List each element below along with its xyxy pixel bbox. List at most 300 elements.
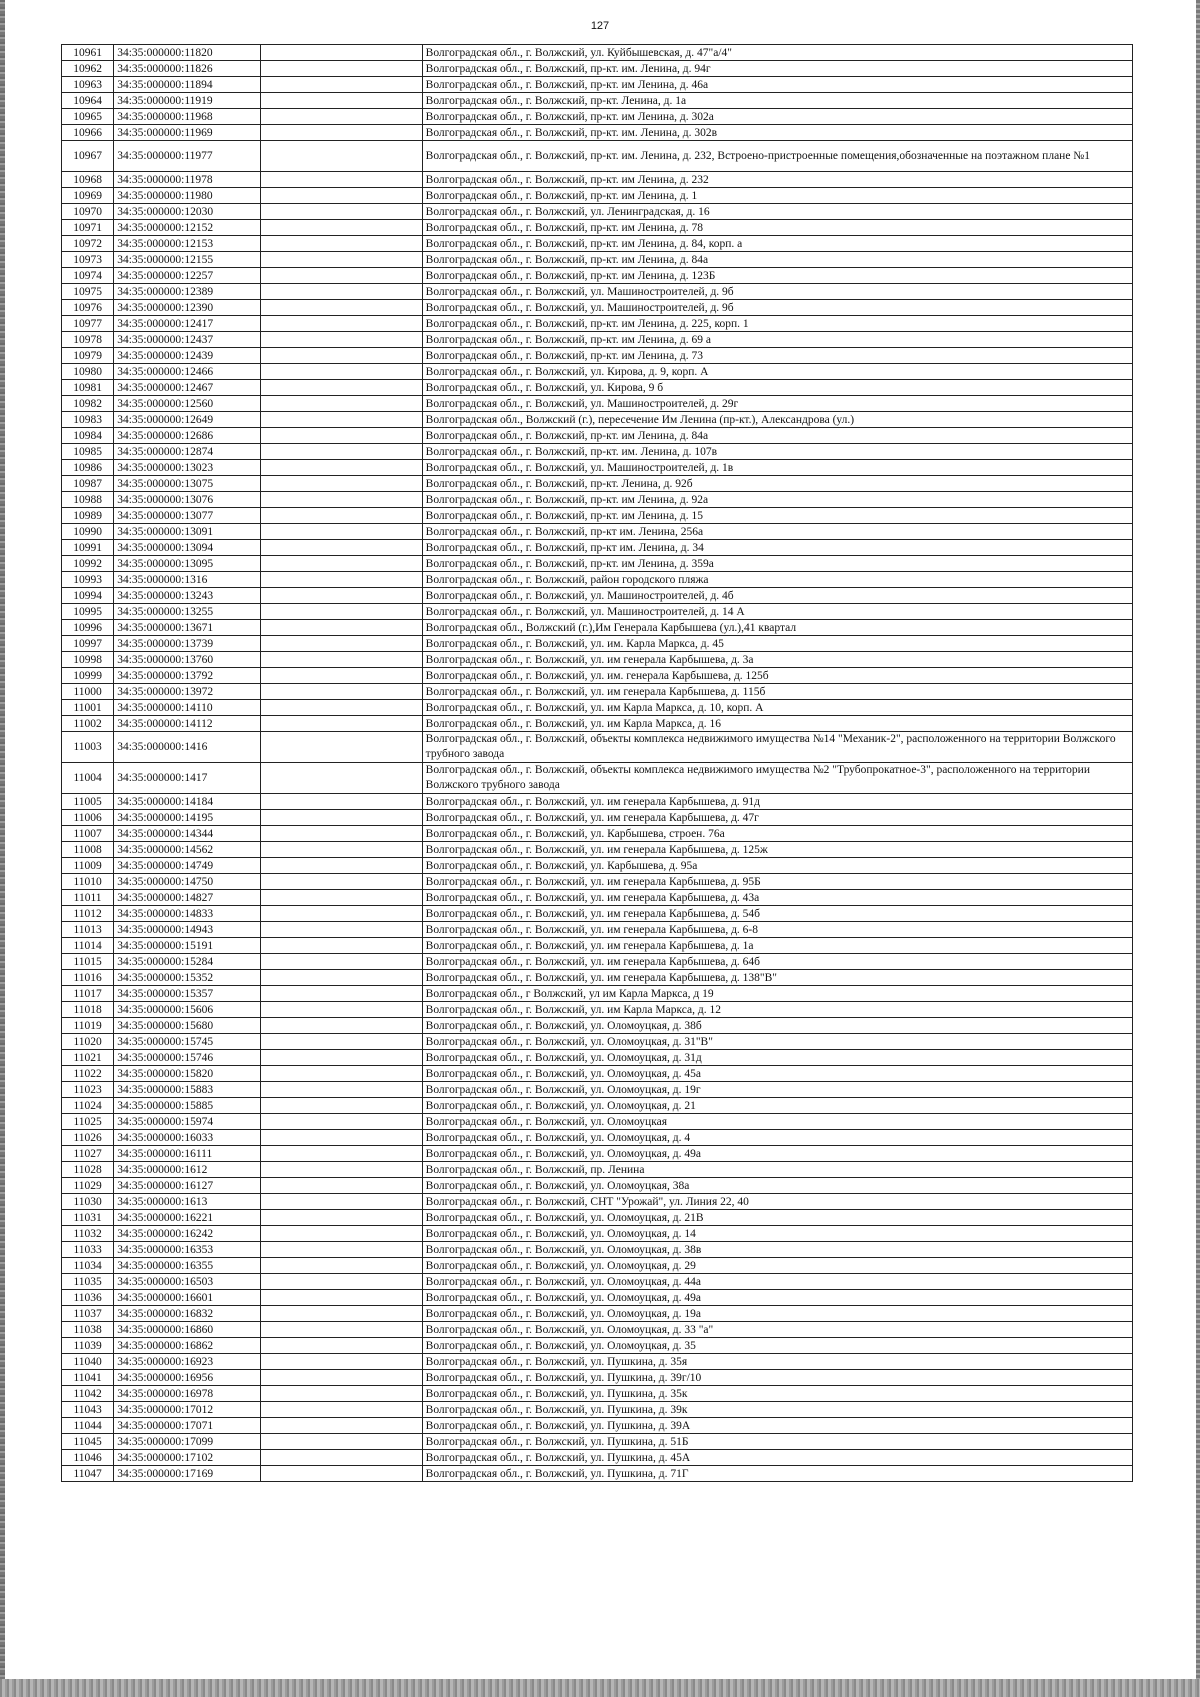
row-number-cell: 11047 <box>62 1466 114 1482</box>
row-number-cell: 10967 <box>62 141 114 172</box>
address-cell: Волгоградская обл., г. Волжский, пр-кт. им Ленина, д. 92а <box>422 492 1132 508</box>
address-cell: Волгоградская обл., г. Волжский, пр-кт. им Ленина, д. 69 а <box>422 332 1132 348</box>
table-row <box>62 858 1133 874</box>
blank-column-cell <box>260 508 422 524</box>
cadastral-number-cell: 34:35:000000:15606 <box>114 1002 261 1018</box>
blank-column-cell <box>260 1466 422 1482</box>
table-row <box>62 636 1133 652</box>
address-cell: Волгоградская обл., г. Волжский, ул. Машиностроителей, д. 9б <box>422 300 1132 316</box>
blank-column-cell <box>260 141 422 172</box>
address-cell: Волгоградская обл., г. Волжский, ул. Оломоуцкая, д. 38б <box>422 1018 1132 1034</box>
cadastral-number-cell: 34:35:000000:11978 <box>114 172 261 188</box>
table-row <box>62 794 1133 810</box>
row-number-cell: 11041 <box>62 1370 114 1386</box>
row-number-cell: 11008 <box>62 842 114 858</box>
blank-column-cell <box>260 1034 422 1050</box>
address-cell: Волгоградская обл., г. Волжский, ул. Оломоуцкая, д. 45а <box>422 1066 1132 1082</box>
table-row <box>62 1146 1133 1162</box>
cadastral-number-cell: 34:35:000000:16242 <box>114 1226 261 1242</box>
table-row <box>62 300 1133 316</box>
cadastral-number-cell: 34:35:000000:14184 <box>114 794 261 810</box>
address-cell: Волгоградская обл., Волжский (г.),Им Генерала Карбышева (ул.),41 квартал <box>422 620 1132 636</box>
cadastral-number-cell: 34:35:000000:15284 <box>114 954 261 970</box>
blank-column-cell <box>260 1322 422 1338</box>
cadastral-number-cell: 34:35:000000:16033 <box>114 1130 261 1146</box>
cadastral-number-cell: 34:35:000000:16860 <box>114 1322 261 1338</box>
blank-column-cell <box>260 1018 422 1034</box>
blank-column-cell <box>260 810 422 826</box>
table-row <box>62 1354 1133 1370</box>
table-row <box>62 1338 1133 1354</box>
blank-column-cell <box>260 986 422 1002</box>
row-number-cell: 10973 <box>62 252 114 268</box>
address-cell: Волгоградская обл., г. Волжский, ул. Машиностроителей, д. 9б <box>422 284 1132 300</box>
address-cell: Волгоградская обл., г. Волжский, ул. Пушкина, д. 39А <box>422 1418 1132 1434</box>
cadastral-number-cell: 34:35:000000:14562 <box>114 842 261 858</box>
cadastral-number-cell: 34:35:000000:14195 <box>114 810 261 826</box>
blank-column-cell <box>260 1418 422 1434</box>
blank-column-cell <box>260 842 422 858</box>
address-cell: Волгоградская обл., г. Волжский, пр-кт. им Ленина, д. 78 <box>422 220 1132 236</box>
cadastral-number-cell: 34:35:000000:1417 <box>114 763 261 794</box>
blank-column-cell <box>260 572 422 588</box>
row-number-cell: 10978 <box>62 332 114 348</box>
table-row <box>62 732 1133 763</box>
table-row <box>62 316 1133 332</box>
address-cell: Волгоградская обл., г. Волжский, пр-кт. им Ленина, д. 84а <box>422 252 1132 268</box>
cadastral-number-cell: 34:35:000000:16601 <box>114 1290 261 1306</box>
blank-column-cell <box>260 93 422 109</box>
table-row <box>62 1034 1133 1050</box>
blank-column-cell <box>260 268 422 284</box>
blank-column-cell <box>260 300 422 316</box>
cadastral-number-cell: 34:35:000000:12417 <box>114 316 261 332</box>
blank-column-cell <box>260 636 422 652</box>
row-number-cell: 11027 <box>62 1146 114 1162</box>
address-cell: Волгоградская обл., г. Волжский, пр-кт. им Ленина, д. 232 <box>422 172 1132 188</box>
table-row <box>62 652 1133 668</box>
scan-edge-bottom <box>0 1679 1200 1697</box>
blank-column-cell <box>260 61 422 77</box>
blank-column-cell <box>260 970 422 986</box>
table-row <box>62 1434 1133 1450</box>
blank-column-cell <box>260 1098 422 1114</box>
row-number-cell: 11039 <box>62 1338 114 1354</box>
row-number-cell: 11023 <box>62 1082 114 1098</box>
table-row <box>62 540 1133 556</box>
cadastral-number-cell: 34:35:000000:1316 <box>114 572 261 588</box>
cadastral-number-cell: 34:35:000000:11968 <box>114 109 261 125</box>
table-row <box>62 396 1133 412</box>
table-row <box>62 236 1133 252</box>
address-cell: Волгоградская обл., г. Волжский, ул. Пушкина, д. 35я <box>422 1354 1132 1370</box>
cadastral-number-cell: 34:35:000000:12389 <box>114 284 261 300</box>
blank-column-cell <box>260 540 422 556</box>
blank-column-cell <box>260 1242 422 1258</box>
address-cell: Волгоградская обл., г. Волжский, ул. Оломоуцкая, д. 4 <box>422 1130 1132 1146</box>
row-number-cell: 11036 <box>62 1290 114 1306</box>
cadastral-number-cell: 34:35:000000:16862 <box>114 1338 261 1354</box>
blank-column-cell <box>260 77 422 93</box>
row-number-cell: 11016 <box>62 970 114 986</box>
address-cell: Волгоградская обл., г. Волжский, ул. Оломоуцкая <box>422 1114 1132 1130</box>
table-row <box>62 220 1133 236</box>
row-number-cell: 10990 <box>62 524 114 540</box>
cadastral-number-cell: 34:35:000000:12466 <box>114 364 261 380</box>
address-cell: Волгоградская обл., г. Волжский, ул. Куйбышевская, д. 47"а/4" <box>422 45 1132 61</box>
cadastral-number-cell: 34:35:000000:15974 <box>114 1114 261 1130</box>
row-number-cell: 10974 <box>62 268 114 284</box>
cadastral-number-cell: 34:35:000000:12257 <box>114 268 261 284</box>
address-cell: Волгоградская обл., г. Волжский, пр-кт. им Ленина, д. 359а <box>422 556 1132 572</box>
address-cell: Волгоградская обл., г. Волжский, ул. им. Карла Маркса, д. 45 <box>422 636 1132 652</box>
table-row <box>62 922 1133 938</box>
table-row <box>62 890 1133 906</box>
row-number-cell: 10996 <box>62 620 114 636</box>
row-number-cell: 10963 <box>62 77 114 93</box>
address-cell: Волгоградская обл., г. Волжский, ул. им генерала Карбышева, д. 6-8 <box>422 922 1132 938</box>
address-cell: Волгоградская обл., г. Волжский, ул. им Карла Маркса, д. 16 <box>422 716 1132 732</box>
table-row <box>62 284 1133 300</box>
address-cell: Волгоградская обл., г. Волжский, ул. Оломоуцкая, д. 38в <box>422 1242 1132 1258</box>
blank-column-cell <box>260 1450 422 1466</box>
row-number-cell: 10964 <box>62 93 114 109</box>
cadastral-number-cell: 34:35:000000:17012 <box>114 1402 261 1418</box>
row-number-cell: 11011 <box>62 890 114 906</box>
row-number-cell: 11030 <box>62 1194 114 1210</box>
blank-column-cell <box>260 1178 422 1194</box>
blank-column-cell <box>260 1434 422 1450</box>
row-number-cell: 10972 <box>62 236 114 252</box>
blank-column-cell <box>260 284 422 300</box>
table-row <box>62 188 1133 204</box>
table-row <box>62 380 1133 396</box>
table-row <box>62 172 1133 188</box>
row-number-cell: 11013 <box>62 922 114 938</box>
address-cell: Волгоградская обл., г. Волжский, объекты комплекса недвижимого имущества №14 "Механик-2", расположенного на территории Волжского трубного завода <box>422 732 1132 763</box>
address-cell: Волгоградская обл., г. Волжский, район городского пляжа <box>422 572 1132 588</box>
cadastral-number-cell: 34:35:000000:11980 <box>114 188 261 204</box>
blank-column-cell <box>260 1194 422 1210</box>
row-number-cell: 10965 <box>62 109 114 125</box>
address-cell: Волгоградская обл., г. Волжский, пр-кт. им Ленина, д. 84а <box>422 428 1132 444</box>
table-row <box>62 970 1133 986</box>
row-number-cell: 11009 <box>62 858 114 874</box>
table-row <box>62 1322 1133 1338</box>
row-number-cell: 11015 <box>62 954 114 970</box>
cadastral-number-cell: 34:35:000000:13023 <box>114 460 261 476</box>
table-row <box>62 842 1133 858</box>
row-number-cell: 10993 <box>62 572 114 588</box>
cadastral-number-cell: 34:35:000000:16111 <box>114 1146 261 1162</box>
cadastral-number-cell: 34:35:000000:16355 <box>114 1258 261 1274</box>
blank-column-cell <box>260 826 422 842</box>
cadastral-number-cell: 34:35:000000:16127 <box>114 1178 261 1194</box>
row-number-cell: 11020 <box>62 1034 114 1050</box>
table-row <box>62 874 1133 890</box>
address-cell: Волгоградская обл., г. Волжский, ул. Машиностроителей, д. 14 А <box>422 604 1132 620</box>
cadastral-number-cell: 34:35:000000:13739 <box>114 636 261 652</box>
blank-column-cell <box>260 1066 422 1082</box>
address-cell: Волгоградская обл., г. Волжский, ул. Оломоуцкая, д. 14 <box>422 1226 1132 1242</box>
table-row <box>62 604 1133 620</box>
row-number-cell: 10986 <box>62 460 114 476</box>
row-number-cell: 11005 <box>62 794 114 810</box>
cadastral-number-cell: 34:35:000000:11919 <box>114 93 261 109</box>
blank-column-cell <box>260 204 422 220</box>
row-number-cell: 11018 <box>62 1002 114 1018</box>
address-cell: Волгоградская обл., г. Волжский, ул. им генерала Карбышева, д. 95Б <box>422 874 1132 890</box>
blank-column-cell <box>260 220 422 236</box>
cadastral-number-cell: 34:35:000000:13760 <box>114 652 261 668</box>
row-number-cell: 10971 <box>62 220 114 236</box>
address-cell: Волгоградская обл., г. Волжский, ул. им. генерала Карбышева, д. 125б <box>422 668 1132 684</box>
cadastral-number-cell: 34:35:000000:17099 <box>114 1434 261 1450</box>
blank-column-cell <box>260 763 422 794</box>
blank-column-cell <box>260 236 422 252</box>
row-number-cell: 11044 <box>62 1418 114 1434</box>
address-cell: Волгоградская обл., г. Волжский, пр-кт. им. Ленина, д. 107в <box>422 444 1132 460</box>
blank-column-cell <box>260 684 422 700</box>
table-row <box>62 204 1133 220</box>
table-row <box>62 1098 1133 1114</box>
blank-column-cell <box>260 1306 422 1322</box>
cadastral-number-cell: 34:35:000000:13076 <box>114 492 261 508</box>
blank-column-cell <box>260 1274 422 1290</box>
cadastral-number-cell: 34:35:000000:14112 <box>114 716 261 732</box>
blank-column-cell <box>260 588 422 604</box>
table-row <box>62 492 1133 508</box>
row-number-cell: 11007 <box>62 826 114 842</box>
row-number-cell: 11028 <box>62 1162 114 1178</box>
cadastral-number-cell: 34:35:000000:15357 <box>114 986 261 1002</box>
table-row <box>62 1226 1133 1242</box>
address-cell: Волгоградская обл., г. Волжский, пр-кт. им Ленина, д. 123Б <box>422 268 1132 284</box>
row-number-cell: 10969 <box>62 188 114 204</box>
address-cell: Волгоградская обл., г. Волжский, ул. им генерала Карбышева, д. 64б <box>422 954 1132 970</box>
blank-column-cell <box>260 938 422 954</box>
table-row <box>62 1178 1133 1194</box>
address-cell: Волгоградская обл., г. Волжский, ул. Оломоуцкая, д. 35 <box>422 1338 1132 1354</box>
cadastral-number-cell: 34:35:000000:13255 <box>114 604 261 620</box>
table-row <box>62 1114 1133 1130</box>
blank-column-cell <box>260 109 422 125</box>
row-number-cell: 11012 <box>62 906 114 922</box>
table-row <box>62 61 1133 77</box>
table-row <box>62 125 1133 141</box>
row-number-cell: 10985 <box>62 444 114 460</box>
table-row <box>62 332 1133 348</box>
address-cell: Волгоградская обл., г. Волжский, ул. Пушкина, д. 39г/10 <box>422 1370 1132 1386</box>
address-cell: Волгоградская обл., г. Волжский, ул. Пушкина, д. 71Г <box>422 1466 1132 1482</box>
table-row <box>62 268 1133 284</box>
cadastral-number-cell: 34:35:000000:13094 <box>114 540 261 556</box>
blank-column-cell <box>260 1002 422 1018</box>
address-cell: Волгоградская обл., г. Волжский, пр-кт. им Ленина, д. 73 <box>422 348 1132 364</box>
blank-column-cell <box>260 444 422 460</box>
row-number-cell: 10977 <box>62 316 114 332</box>
row-number-cell: 10999 <box>62 668 114 684</box>
blank-column-cell <box>260 172 422 188</box>
row-number-cell: 11010 <box>62 874 114 890</box>
cadastral-number-cell: 34:35:000000:12030 <box>114 204 261 220</box>
table-body <box>62 45 1133 1482</box>
cadastral-number-cell: 34:35:000000:17102 <box>114 1450 261 1466</box>
row-number-cell: 11002 <box>62 716 114 732</box>
row-number-cell: 10997 <box>62 636 114 652</box>
address-cell: Волгоградская обл., г. Волжский, пр-кт. им. Ленина, д. 302в <box>422 125 1132 141</box>
address-cell: Волгоградская обл., г. Волжский, пр-кт. Ленина, д. 92б <box>422 476 1132 492</box>
address-cell: Волгоградская обл., г. Волжский, ул. Оломоуцкая, д. 33 "а" <box>422 1322 1132 1338</box>
blank-column-cell <box>260 380 422 396</box>
table-row <box>62 524 1133 540</box>
row-number-cell: 11003 <box>62 732 114 763</box>
table-row <box>62 1274 1133 1290</box>
blank-column-cell <box>260 1338 422 1354</box>
table-row <box>62 1018 1133 1034</box>
cadastral-number-cell: 34:35:000000:15885 <box>114 1098 261 1114</box>
cadastral-number-cell: 34:35:000000:14750 <box>114 874 261 890</box>
cadastral-number-cell: 34:35:000000:15352 <box>114 970 261 986</box>
cadastral-number-cell: 34:35:000000:11894 <box>114 77 261 93</box>
row-number-cell: 10992 <box>62 556 114 572</box>
address-cell: Волгоградская обл., г. Волжский, ул. им генерала Карбышева, д. 1а <box>422 938 1132 954</box>
blank-column-cell <box>260 794 422 810</box>
row-number-cell: 11014 <box>62 938 114 954</box>
address-cell: Волгоградская обл., г. Волжский, пр-кт. им Ленина, д. 225, корп. 1 <box>422 316 1132 332</box>
address-cell: Волгоградская обл., г. Волжский, ул. им Карла Маркса, д. 12 <box>422 1002 1132 1018</box>
cadastral-number-cell: 34:35:000000:17169 <box>114 1466 261 1482</box>
blank-column-cell <box>260 125 422 141</box>
cadastral-number-cell: 34:35:000000:14749 <box>114 858 261 874</box>
address-cell: Волгоградская обл., г. Волжский, ул. Пушкина, д. 51Б <box>422 1434 1132 1450</box>
blank-column-cell <box>260 316 422 332</box>
row-number-cell: 11038 <box>62 1322 114 1338</box>
address-cell: Волгоградская обл., г. Волжский, ул. Оломоуцкая, д. 29 <box>422 1258 1132 1274</box>
row-number-cell: 11045 <box>62 1434 114 1450</box>
blank-column-cell <box>260 1370 422 1386</box>
address-cell: Волгоградская обл., г. Волжский, пр-кт. им Ленина, д. 46а <box>422 77 1132 93</box>
cadastral-number-cell: 34:35:000000:12467 <box>114 380 261 396</box>
table-row <box>62 141 1133 172</box>
table-row <box>62 412 1133 428</box>
row-number-cell: 11024 <box>62 1098 114 1114</box>
address-cell: Волгоградская обл., г. Волжский, ул. Оломоуцкая, д. 21В <box>422 1210 1132 1226</box>
cadastral-number-cell: 34:35:000000:1416 <box>114 732 261 763</box>
cadastral-number-cell: 34:35:000000:11977 <box>114 141 261 172</box>
cadastral-number-cell: 34:35:000000:16221 <box>114 1210 261 1226</box>
cadastral-number-cell: 34:35:000000:12649 <box>114 412 261 428</box>
address-cell: Волгоградская обл., г. Волжский, ул. Оломоуцкая, д. 21 <box>422 1098 1132 1114</box>
cadastral-number-cell: 34:35:000000:12152 <box>114 220 261 236</box>
address-cell: Волгоградская обл., г. Волжский, ул. Оломоуцкая, д. 31д <box>422 1050 1132 1066</box>
table-row <box>62 1050 1133 1066</box>
row-number-cell: 10991 <box>62 540 114 556</box>
row-number-cell: 11040 <box>62 1354 114 1370</box>
cadastral-number-cell: 34:35:000000:1612 <box>114 1162 261 1178</box>
address-cell: Волгоградская обл., г. Волжский, ул. им генерала Карбышева, д. 43а <box>422 890 1132 906</box>
table-row <box>62 572 1133 588</box>
table-row <box>62 810 1133 826</box>
blank-column-cell <box>260 620 422 636</box>
address-cell: Волгоградская обл., г. Волжский, ул. Кирова, д. 9, корп. А <box>422 364 1132 380</box>
address-cell: Волгоградская обл., г. Волжский, ул. им Карла Маркса, д. 10, корп. А <box>422 700 1132 716</box>
row-number-cell: 11035 <box>62 1274 114 1290</box>
table-row <box>62 444 1133 460</box>
blank-column-cell <box>260 906 422 922</box>
address-cell: Волгоградская обл., г. Волжский, пр-кт. им. Ленина, д. 94г <box>422 61 1132 77</box>
row-number-cell: 11006 <box>62 810 114 826</box>
address-cell: Волгоградская обл., г. Волжский, ул. им генерала Карбышева, д. 115б <box>422 684 1132 700</box>
table-row <box>62 1466 1133 1482</box>
address-cell: Волгоградская обл., г. Волжский, ул. Оломоуцкая, д. 31"В" <box>422 1034 1132 1050</box>
row-number-cell: 11031 <box>62 1210 114 1226</box>
row-number-cell: 10982 <box>62 396 114 412</box>
table-row <box>62 938 1133 954</box>
row-number-cell: 11029 <box>62 1178 114 1194</box>
table-row <box>62 556 1133 572</box>
table-row <box>62 826 1133 842</box>
table-row <box>62 109 1133 125</box>
row-number-cell: 10961 <box>62 45 114 61</box>
table-row <box>62 700 1133 716</box>
blank-column-cell <box>260 922 422 938</box>
table-row <box>62 1162 1133 1178</box>
address-cell: Волгоградская обл., г. Волжский, ул. им генерала Карбышева, д. 47г <box>422 810 1132 826</box>
blank-column-cell <box>260 1386 422 1402</box>
address-cell: Волгоградская обл., г. Волжский, пр-кт. им Ленина, д. 302а <box>422 109 1132 125</box>
table-row <box>62 684 1133 700</box>
blank-column-cell <box>260 428 422 444</box>
address-cell: Волгоградская обл., г. Волжский, ул. Оломоуцкая, д. 19г <box>422 1082 1132 1098</box>
cadastral-number-cell: 34:35:000000:12437 <box>114 332 261 348</box>
blank-column-cell <box>260 1258 422 1274</box>
table-row <box>62 1370 1133 1386</box>
row-number-cell: 10987 <box>62 476 114 492</box>
address-cell: Волгоградская обл., г. Волжский, ул. Оломоуцкая, д. 44а <box>422 1274 1132 1290</box>
address-cell: Волгоградская обл., г Волжский, ул им Карла Маркса, д 19 <box>422 986 1132 1002</box>
table-row <box>62 252 1133 268</box>
cadastral-number-cell: 34:35:000000:14344 <box>114 826 261 842</box>
row-number-cell: 10998 <box>62 652 114 668</box>
row-number-cell: 11037 <box>62 1306 114 1322</box>
row-number-cell: 11022 <box>62 1066 114 1082</box>
cadastral-number-cell: 34:35:000000:16503 <box>114 1274 261 1290</box>
address-cell: Волгоградская обл., г. Волжский, ул. Оломоуцкая, д. 49а <box>422 1146 1132 1162</box>
row-number-cell: 11004 <box>62 763 114 794</box>
address-cell: Волгоградская обл., г. Волжский, ул. Ленинградская, д. 16 <box>422 204 1132 220</box>
cadastral-number-cell: 34:35:000000:13243 <box>114 588 261 604</box>
row-number-cell: 10984 <box>62 428 114 444</box>
row-number-cell: 11001 <box>62 700 114 716</box>
blank-column-cell <box>260 1146 422 1162</box>
row-number-cell: 10983 <box>62 412 114 428</box>
cadastral-number-cell: 34:35:000000:13075 <box>114 476 261 492</box>
row-number-cell: 11000 <box>62 684 114 700</box>
address-cell: Волгоградская обл., г. Волжский, СНТ "Урожай", ул. Линия 22, 40 <box>422 1194 1132 1210</box>
row-number-cell: 10970 <box>62 204 114 220</box>
blank-column-cell <box>260 332 422 348</box>
table-row <box>62 1002 1133 1018</box>
row-number-cell: 11034 <box>62 1258 114 1274</box>
blank-column-cell <box>260 1130 422 1146</box>
blank-column-cell <box>260 252 422 268</box>
blank-column-cell <box>260 1114 422 1130</box>
blank-column-cell <box>260 364 422 380</box>
address-cell: Волгоградская обл., г. Волжский, ул. Машиностроителей, д. 29г <box>422 396 1132 412</box>
row-number-cell: 10962 <box>62 61 114 77</box>
row-number-cell: 11032 <box>62 1226 114 1242</box>
